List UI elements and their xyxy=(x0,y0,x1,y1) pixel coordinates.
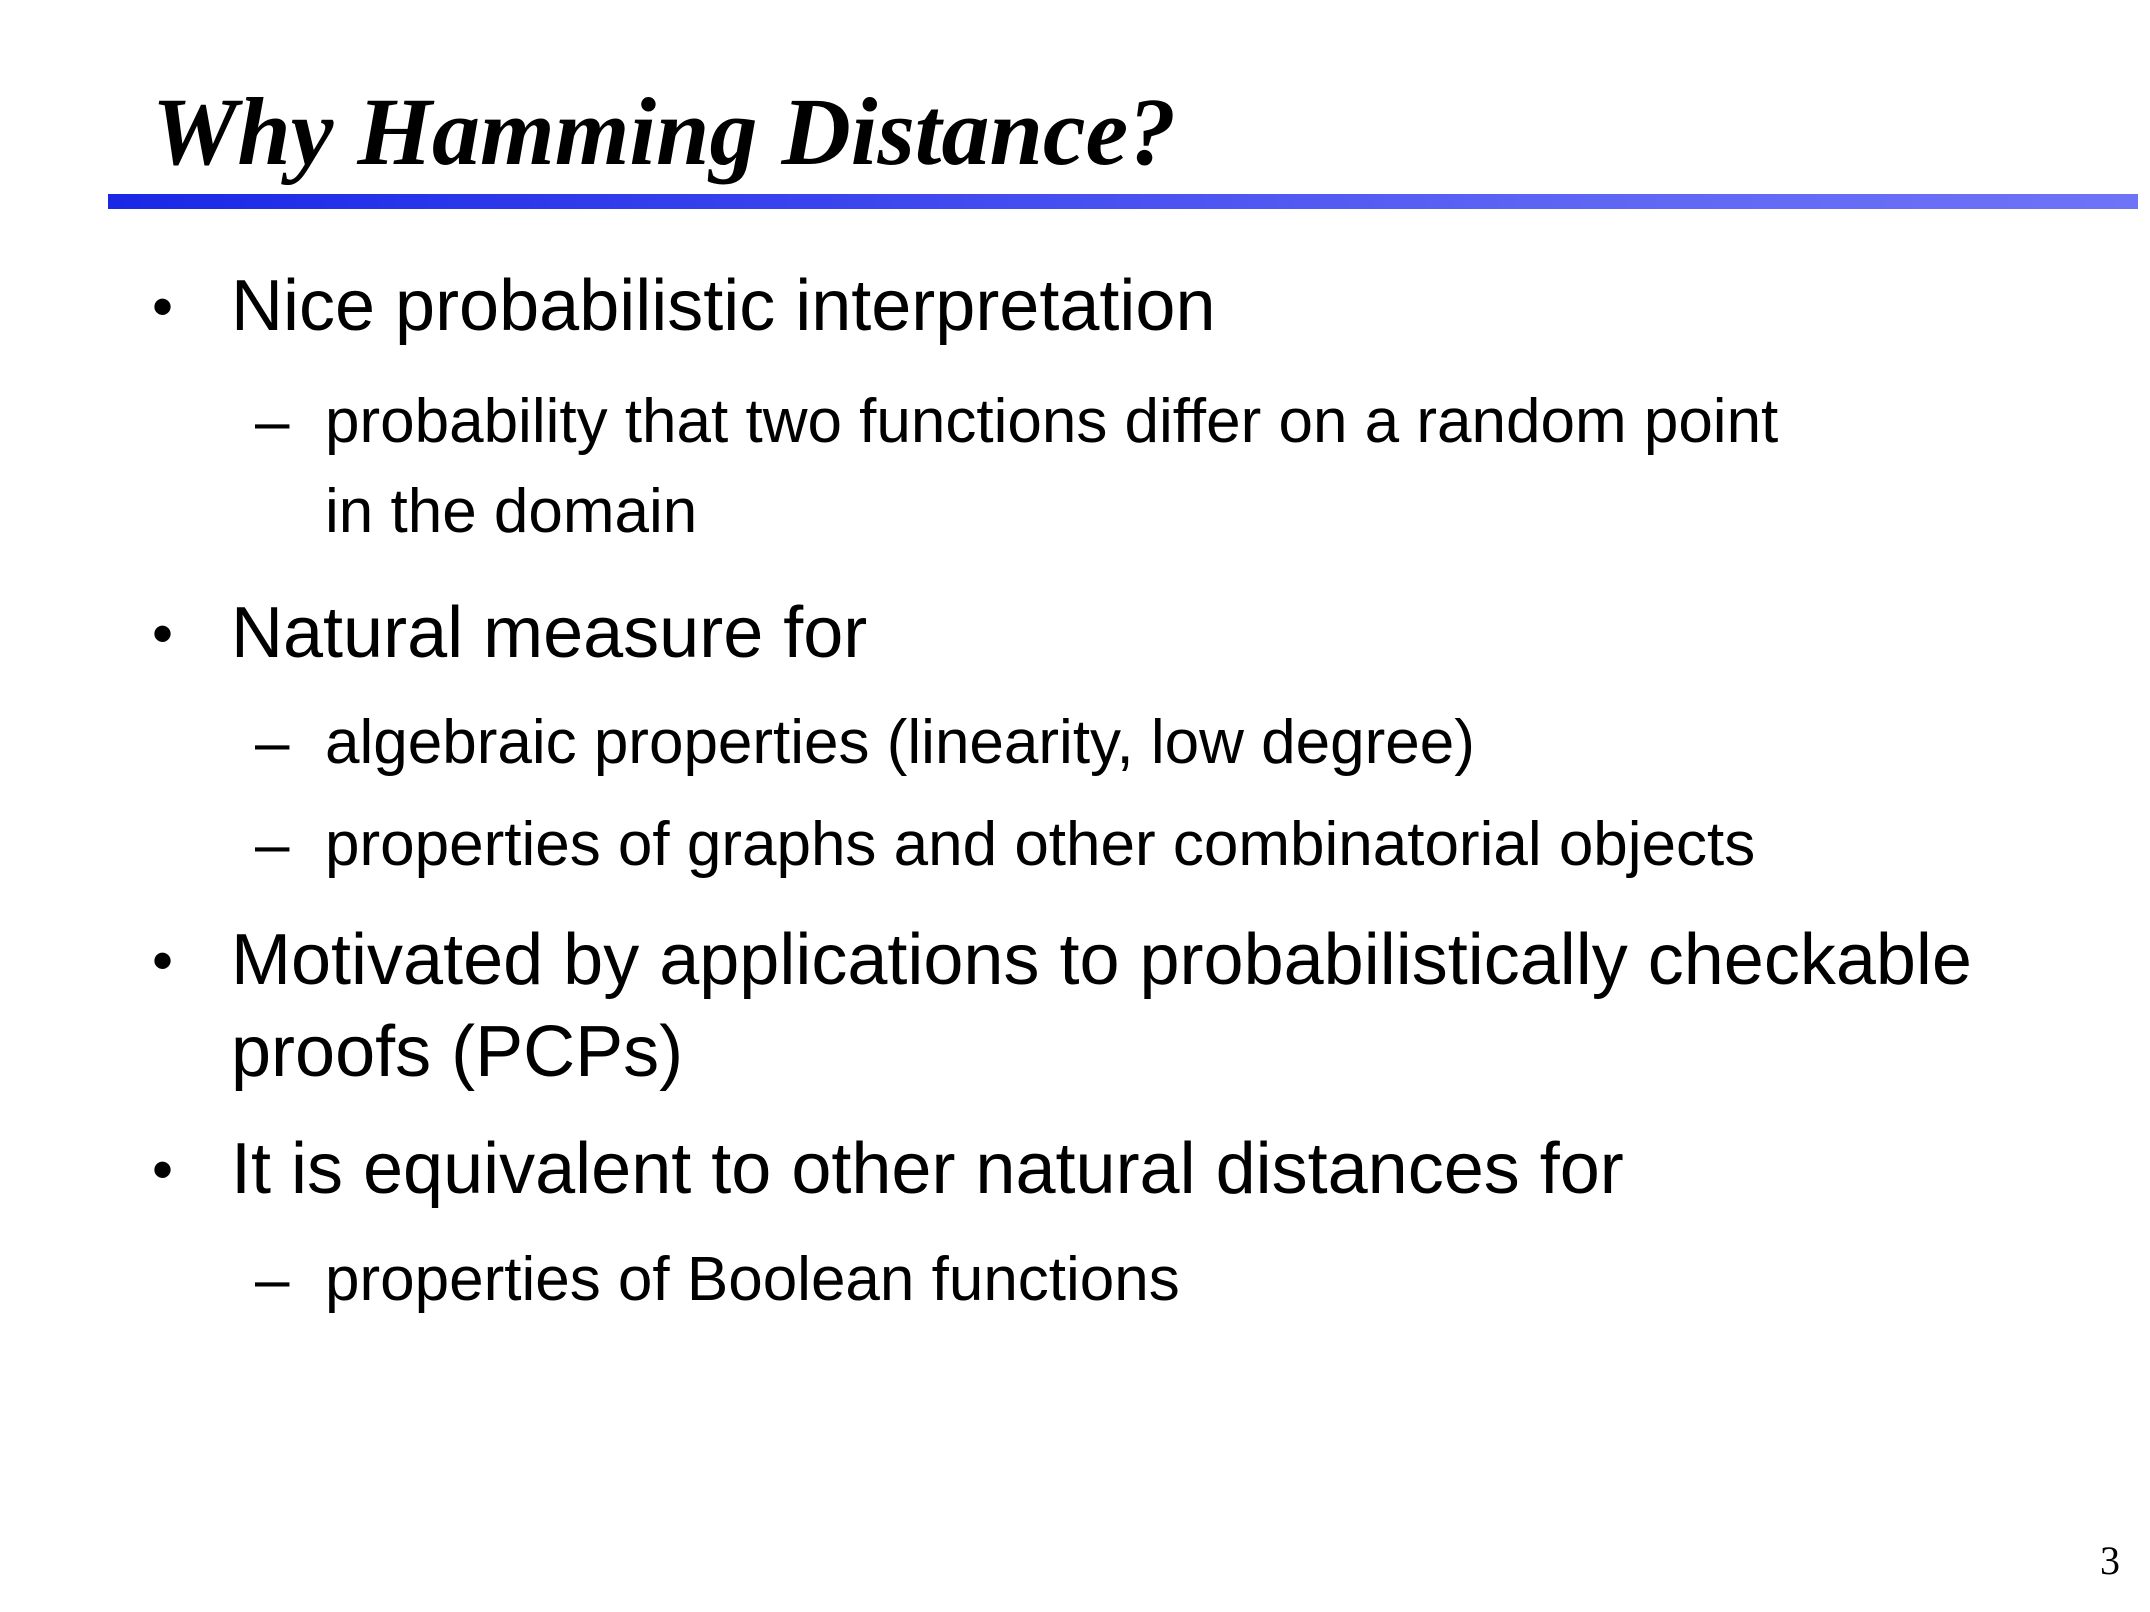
sub-item-graphs: properties of graphs and other combinatorial objects xyxy=(325,810,1756,879)
page-number: 3 xyxy=(2100,1538,2120,1583)
dash-icon: – xyxy=(255,810,290,879)
bullet-icon: • xyxy=(152,273,174,340)
dash-icon: – xyxy=(255,708,290,777)
bullet-icon: • xyxy=(152,600,174,667)
bullet-item-natural-measure: Natural measure for xyxy=(231,593,868,673)
bullet-item-motivated-line-1: Motivated by applications to probabilistically checkable xyxy=(231,920,1972,1000)
bullet-icon: • xyxy=(152,1136,174,1203)
bullet-icon: • xyxy=(152,927,174,994)
sub-item-differ-line-2: in the domain xyxy=(325,477,698,546)
bullet-item-motivated-line-2: proofs (PCPs) xyxy=(231,1012,684,1092)
slide-title: Why Hamming Distance? xyxy=(152,78,1177,185)
bullet-item-probabilistic: Nice probabilistic interpretation xyxy=(231,266,1216,346)
dash-icon: – xyxy=(255,1245,290,1314)
sub-item-differ-line-1: probability that two functions differ on a random point xyxy=(325,387,1779,456)
title-underline xyxy=(108,194,2138,209)
sub-item-boolean: properties of Boolean functions xyxy=(325,1245,1180,1314)
bullet-item-equivalent: It is equivalent to other natural distances for xyxy=(231,1129,1624,1209)
sub-item-algebraic: algebraic properties (linearity, low degree) xyxy=(325,708,1475,777)
dash-icon: – xyxy=(255,387,290,456)
